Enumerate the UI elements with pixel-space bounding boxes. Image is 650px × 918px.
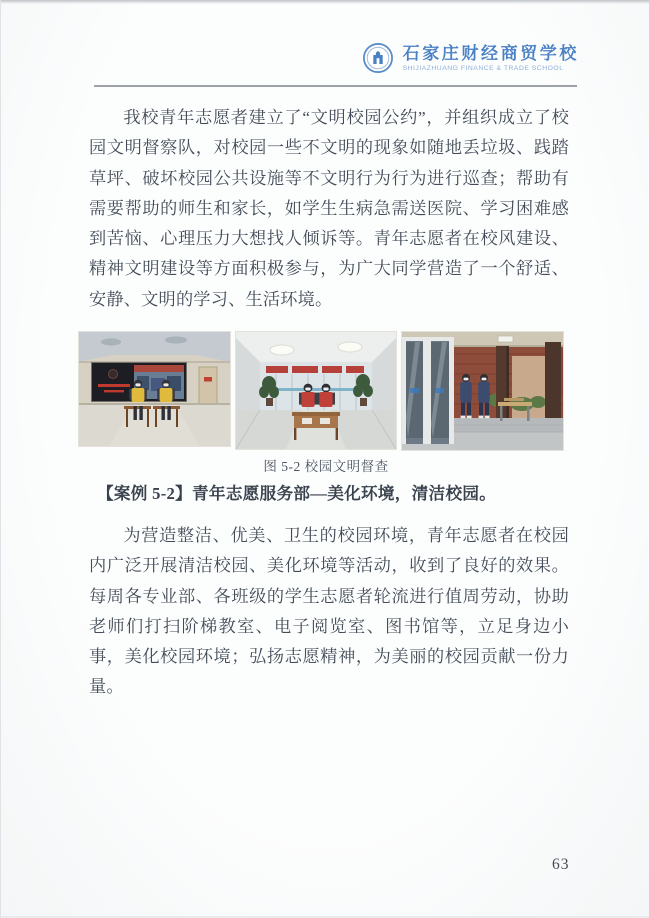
photo-lobby-duty-desk <box>235 331 397 450</box>
case-heading: 【案例 5-2】青年志愿服务部—美化环境，清洁校园。 <box>97 484 497 503</box>
scan-edge-top <box>1 0 649 4</box>
school-name-block <box>403 44 579 72</box>
photo-hall-led-screen <box>78 331 231 447</box>
photo-entrance-duty <box>401 331 564 451</box>
school-emblem-icon <box>362 42 394 74</box>
school-name-en: SHIJIAZHUANG FINANCE & TRADE SCHOOL <box>402 65 564 72</box>
figure-caption: 图 5-2 校园文明督查 <box>263 459 389 474</box>
figure-photos <box>78 331 559 451</box>
page-number: 63 <box>552 856 570 873</box>
paragraph-clean-campus: 为营造整洁、优美、卫生的校园环境，青年志愿者在校园内广泛开展清洁校园、美化环境等活动，收到了良好的效果。每周各专业部、各班级的学生志愿者轮流进行值周劳动，协助老师们打扫阶梯教室、电子阅览室、图书馆等，立足身边小事，美化校园环境；弘扬志愿精神，为美丽的校园贡献一份力量。 <box>89 526 569 697</box>
page-header <box>362 42 579 74</box>
paragraph-campus-civility: 我校青年志愿者建立了“文明校园公约”，并组织成立了校园文明督察队，对校园一些不文明的现象如随地丢垃圾、践踏草坪、破坏校园公共设施等不文明行为行为进行巡查；帮助有需要帮助的师生和家长，如学生生病急需送医院、学习困难感到苦恼、心理压力大想找人倾诉等。青年志愿者在校风建设、精神文明建设等方面积极参与，为广大同学营造了一个舒适、安静、文明的学习、生活环境。 <box>89 108 569 309</box>
header-divider <box>94 85 577 87</box>
school-name: 石家庄财经商贸学校 <box>402 44 579 63</box>
